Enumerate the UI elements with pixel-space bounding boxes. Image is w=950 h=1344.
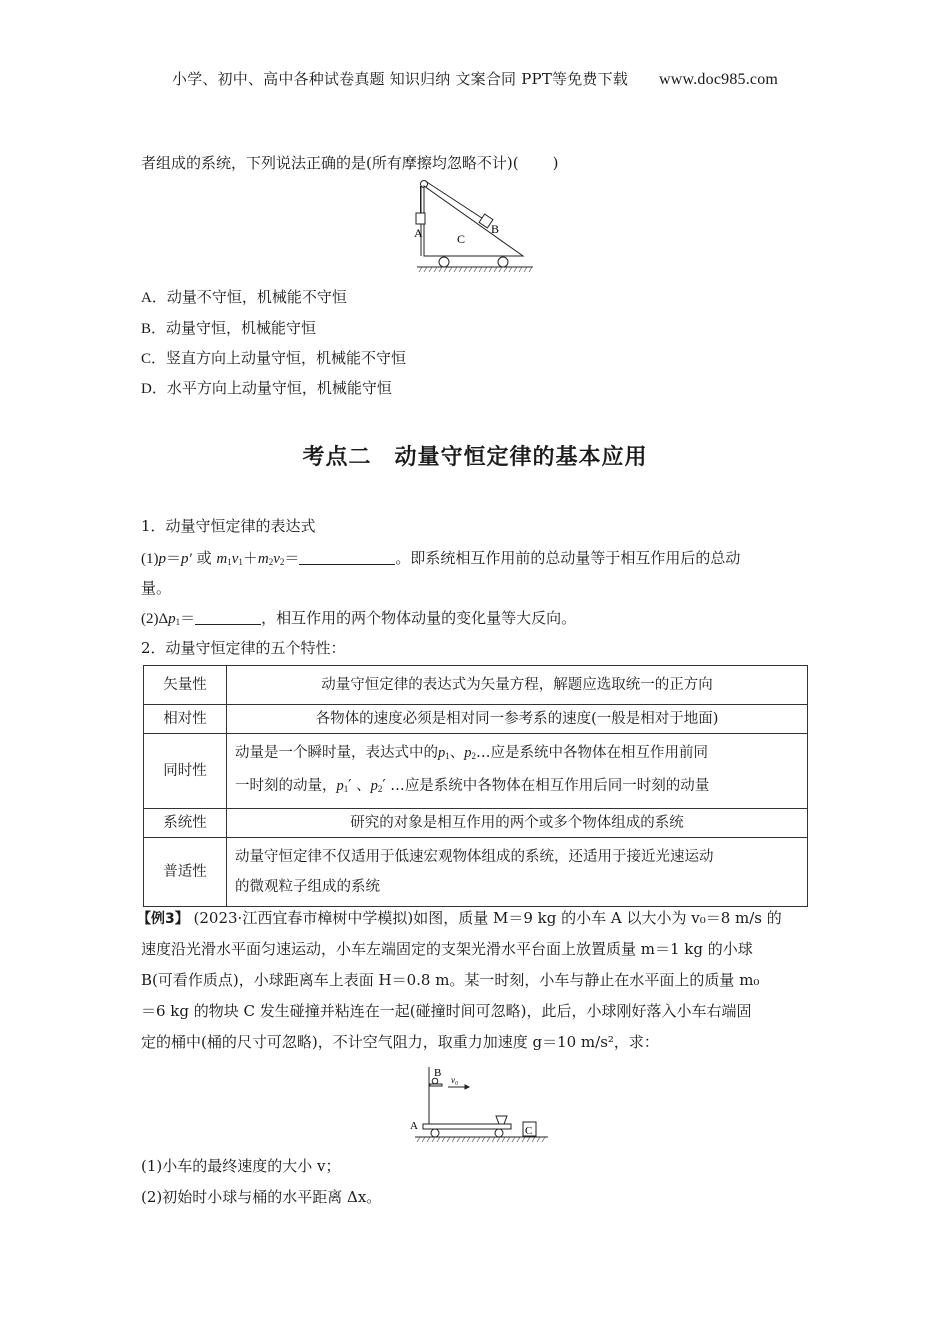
banner-url[interactable]: www.doc985.com xyxy=(659,71,779,88)
example-source: (2023·江西宜春市樟树中学模拟) xyxy=(193,909,414,927)
var-v: v xyxy=(273,551,280,567)
var-p: p xyxy=(158,551,166,567)
table-row xyxy=(144,666,808,705)
option-letter: B． xyxy=(141,321,167,337)
property-desc: 各物体的速度必须是相对同一参考系的速度(一般是相对于地面) xyxy=(227,705,808,734)
point-1-1-cont: 量。 xyxy=(141,579,172,597)
table-row xyxy=(144,734,808,809)
question-stem xyxy=(141,152,558,173)
banner-text: 小学、初中、高中各种试卷真题 知识归纳 文案合同 PPT等免费下载 xyxy=(171,70,629,88)
var-m: m xyxy=(257,551,269,567)
var-m: m xyxy=(216,551,228,567)
fill-blank-2[interactable] xyxy=(195,610,261,625)
option-c[interactable] xyxy=(141,347,406,368)
desc-part: 动量是一个瞬时量，表达式中的 xyxy=(235,745,438,761)
desc-part: 应是系统中各物体在相互作用后同一时刻的动量 xyxy=(404,778,710,794)
point-2-title: 2．动量守恒定律的五个特性： xyxy=(141,639,346,657)
fill-blank-1[interactable] xyxy=(299,550,395,565)
var-p: p xyxy=(168,611,176,627)
label-a: A xyxy=(414,226,423,240)
property-name: 同时性 xyxy=(144,734,227,809)
wheel-right xyxy=(498,257,508,267)
point-1-1: (1)p＝p′ 或 $m_1v_1+m_2v_2=$ 。即系统相互作用前的总动量等于相互作用后的总动 xyxy=(141,549,741,567)
property-name: 普适性 xyxy=(144,838,227,907)
point-1-2: $(2)\Delta p_1=$ ，相互作用的两个物体动量的变化量等大反向。 xyxy=(141,609,577,627)
property-desc: 动量守恒定律的表达式为矢量方程，解题应选取统一的正方向 xyxy=(227,666,808,705)
example-text: 如图，质量 M＝9 kg 的小车 A 以大小为 v₀＝8 m/s 的 xyxy=(413,909,782,927)
incline-cart-figure xyxy=(405,178,540,273)
sub-question-1: (1)小车的最终速度的大小 v； xyxy=(141,1157,341,1175)
wheel-right xyxy=(495,1129,503,1137)
property-desc xyxy=(227,838,808,907)
example-3-line-3: B(可看作质点)，小球距离车上表面 H＝0.8 m。某一时刻，小车与静止在水平面上的质量 m₀ xyxy=(141,971,760,989)
site-banner xyxy=(0,68,950,89)
ball-b xyxy=(432,1078,438,1084)
cart-ball-bucket-figure xyxy=(405,1062,550,1142)
or-text: 或 xyxy=(191,549,217,567)
example-3-line-5: 定的桶中(桶的尺寸可忽略)，不计空气阻力，取重力加速度 g＝10 m/s²，求： xyxy=(141,1033,659,1051)
item-number: (1) xyxy=(141,551,159,567)
option-d[interactable] xyxy=(141,377,392,398)
label-a: A xyxy=(410,1120,418,1132)
point-1-title: 1．动量守恒定律的表达式 xyxy=(141,517,316,535)
label-b: B xyxy=(434,1067,442,1079)
option-letter: D． xyxy=(141,381,167,397)
var-v: v xyxy=(231,551,239,567)
table-row xyxy=(144,809,808,838)
desc-part: 的微观粒子组成的系统 xyxy=(235,879,380,895)
property-desc: 研究的对象是相互作用的两个或多个物体组成的系统 xyxy=(227,809,808,838)
property-desc: 动量是一个瞬时量，表达式中的$p_1$、$p_2\dots$应是系统中各物体在相互作用前同 一时刻的动量，$p_1'$ 、$p_2'$ …应是系统中各物体在相互作用后同一时刻的动量 xyxy=(227,734,808,809)
property-name: 矢量性 xyxy=(144,666,227,705)
example-3-line-4: ＝6 kg 的物块 C 发生碰撞并粘连在一起(碰撞时间可忽略)，此后，小球刚好落入小车右端固 xyxy=(141,1002,752,1020)
var-p-prime: p′ xyxy=(181,551,192,567)
equals: ＝ xyxy=(180,609,196,627)
label-b: B xyxy=(491,222,500,236)
equals: ＝ xyxy=(284,549,300,567)
option-text: 动量不守恒，机械能不守恒 xyxy=(166,288,347,306)
option-a[interactable] xyxy=(141,286,347,307)
label-c: C xyxy=(457,232,466,246)
point-1-1-text: 。即系统相互作用前的总动量等于相互作用后的总动 xyxy=(395,549,741,567)
section-title: 考点二 动量守恒定律的基本应用 xyxy=(302,445,648,470)
desc-part: 动量守恒定律不仅适用于低速宏观物体组成的系统，还适用于接近光速运动 xyxy=(235,849,714,865)
property-name: 相对性 xyxy=(144,705,227,734)
option-text: 竖直方向上动量守恒，机械能不守恒 xyxy=(166,349,407,367)
block-a xyxy=(416,213,425,224)
wheel-left xyxy=(431,1129,439,1137)
desc-part: 应是系统中各物体在相互作用前同 xyxy=(490,745,708,761)
bucket xyxy=(496,1116,507,1124)
option-letter: C． xyxy=(141,351,167,367)
desc-part: 一时刻的动量， xyxy=(235,778,337,794)
example-3-line-1 xyxy=(137,907,782,928)
label-c: C xyxy=(525,1125,533,1137)
point-1-2-text: ，相互作用的两个物体动量的变化量等大反向。 xyxy=(261,609,577,627)
table-row xyxy=(144,705,808,734)
cart-a-deck xyxy=(423,1124,511,1129)
example-3-line-2: 速度沿光滑水平面匀速运动，小车左端固定的支架光滑水平台面上放置质量 m＝1 kg 的小球 xyxy=(141,940,753,958)
table-row xyxy=(144,838,808,907)
sub-question-2: (2)初始时小球与桶的水平距离 Δx。 xyxy=(141,1188,382,1206)
option-text: 动量守恒，机械能守恒 xyxy=(166,319,317,337)
option-text: 水平方向上动量守恒，机械能守恒 xyxy=(166,379,392,397)
stem-close-paren: ) xyxy=(552,154,559,172)
plus: ＋ xyxy=(242,549,258,567)
stem-text: 者组成的系统，下列说法正确的是(所有摩擦均忽略不计)( xyxy=(141,154,519,172)
wedge-c xyxy=(424,186,523,256)
option-b[interactable] xyxy=(141,317,316,338)
properties-table xyxy=(143,665,808,907)
option-letter: A． xyxy=(141,290,167,306)
item-number: (2)Δ xyxy=(141,611,169,627)
wheel-left xyxy=(439,257,449,267)
platform xyxy=(430,1084,442,1086)
equals: ＝ xyxy=(166,549,182,567)
example-tag: 【例3】 xyxy=(137,911,189,927)
property-name: 系统性 xyxy=(144,809,227,838)
label-v0: v₀ xyxy=(451,1075,459,1085)
